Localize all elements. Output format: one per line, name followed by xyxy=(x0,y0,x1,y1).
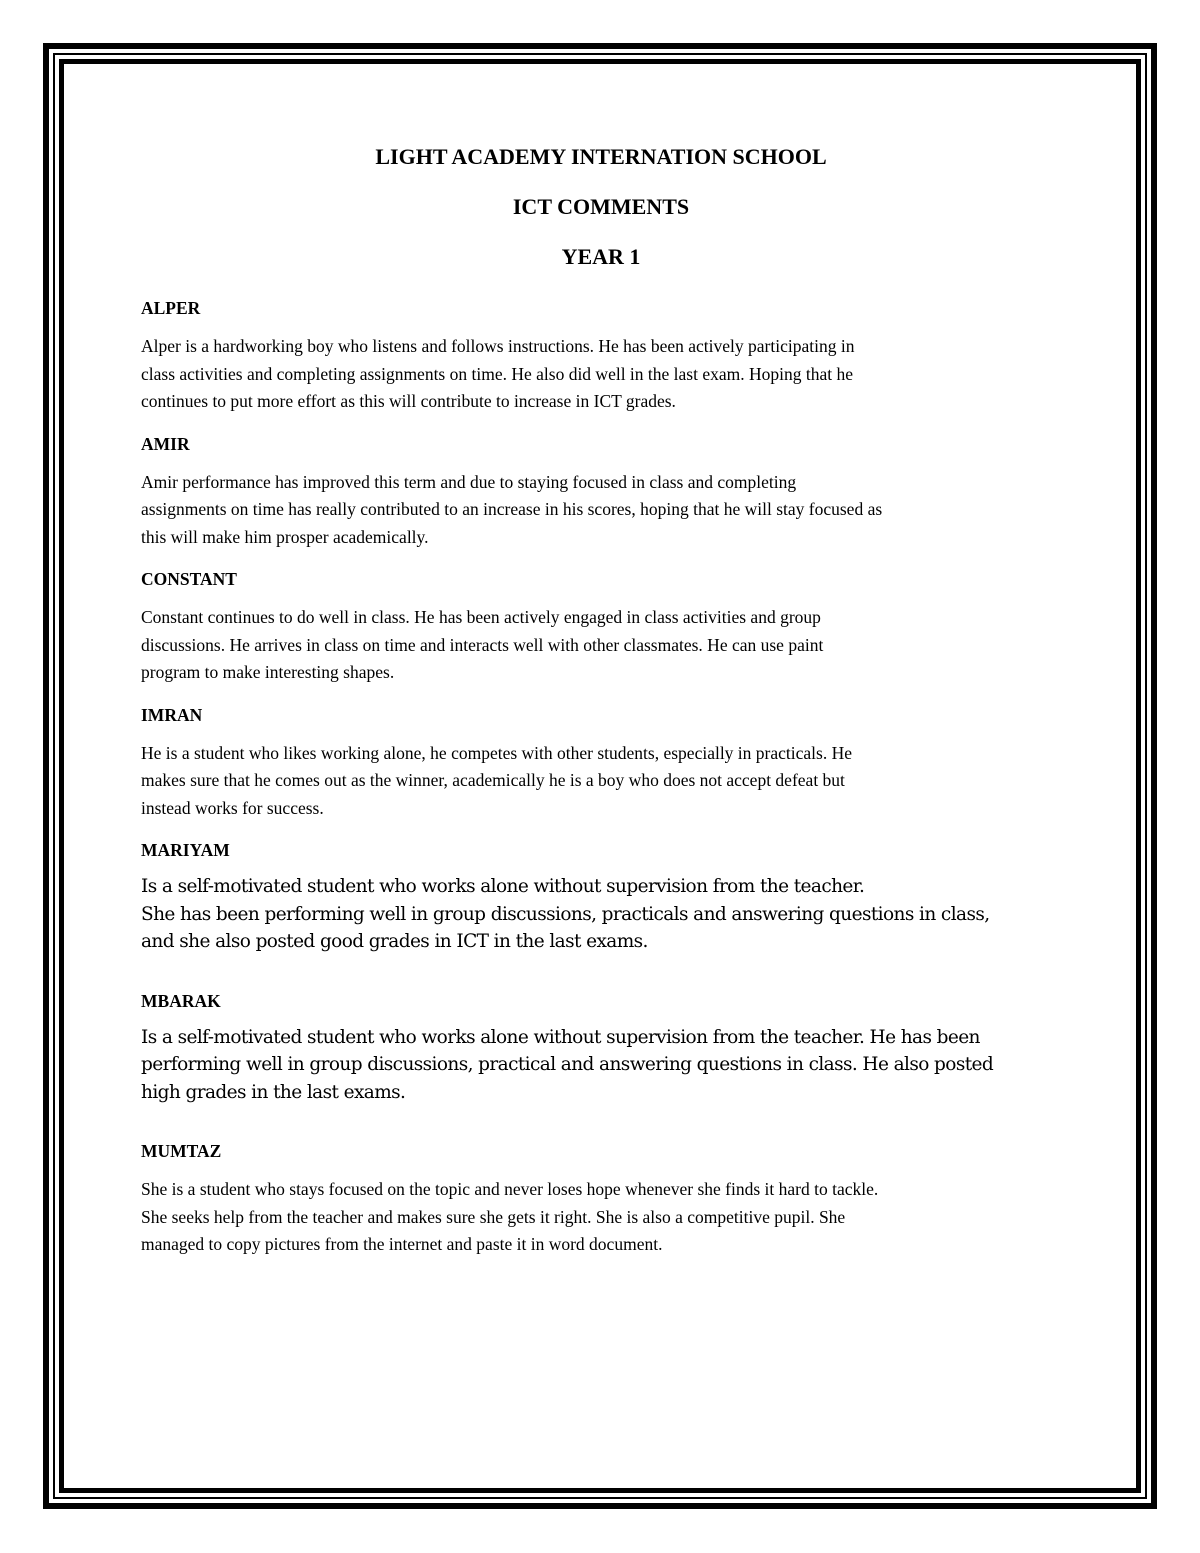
student-name: ALPER xyxy=(141,298,201,318)
student-comment: He is a student who likes working alone, he competes with other students, especially in practicals. He makes sure that he comes out as the winner, academically he is a boy who does not accept defeat but instead works for success. xyxy=(141,742,852,818)
school-title: LIGHT ACADEMY INTERNATION SCHOOL xyxy=(375,144,827,169)
student-name: AMIR xyxy=(141,433,190,454)
student-entry-imran xyxy=(141,704,1061,823)
student-comment: Alper is a hardworking boy who listens and follows instructions. He has been actively participating in class activities and completing assignments on time. He also did well in the last exam. Hoping that he continues to put more effort as this will contribute to increase in ICT grades. xyxy=(141,336,855,411)
student-comment: Is a self-motivated student who works alone without supervision from the teacher. He has been performing well in group discussions, practical and answering questions in class. He also posted high grades in the last exams. xyxy=(141,1026,994,1103)
student-entry-alper xyxy=(141,297,1061,416)
student-entry-amir xyxy=(141,433,1061,552)
student-name: IMRAN xyxy=(141,704,203,725)
student-comment: Amir performance has improved this term and due to staying focused in class and completing assignments on time has really contributed to an increase in his scores, hoping that he will stay focused as this will make him prosper academically. xyxy=(141,471,883,547)
year-title: YEAR 1 xyxy=(561,244,641,269)
student-entry-mariyam xyxy=(141,839,1061,956)
subject-title: ICT COMMENTS xyxy=(512,194,690,219)
student-name: MUMTAZ xyxy=(141,1141,222,1161)
student-name: MBARAK xyxy=(141,990,221,1011)
student-entry-mbarak xyxy=(141,990,1061,1107)
document-body xyxy=(141,140,1061,1259)
student-comment: Is a self-motivated student who works alone without supervision from the teacher. She has been performing well in group discussions, practicals and answering questions in class, and she also posted good grades in ICT in the last exams. xyxy=(141,876,990,952)
student-name: MARIYAM xyxy=(141,840,230,860)
student-entry-mumtaz xyxy=(141,1140,1061,1259)
student-comment: She is a student who stays focused on the topic and never loses hope whenever she finds it hard to tackle. She seeks help from the teacher and makes sure she gets it right. She is also a competitive pupil. She managed to copy pictures from the internet and paste it in word document. xyxy=(141,1179,879,1254)
student-entry-constant xyxy=(141,568,1061,687)
student-name: CONSTANT xyxy=(141,569,237,589)
student-comment: Constant continues to do well in class. He has been actively engaged in class activities and group discussions. He arrives in class on time and interacts well with other classmates. He can use paint program to make interesting shapes. xyxy=(141,607,824,682)
